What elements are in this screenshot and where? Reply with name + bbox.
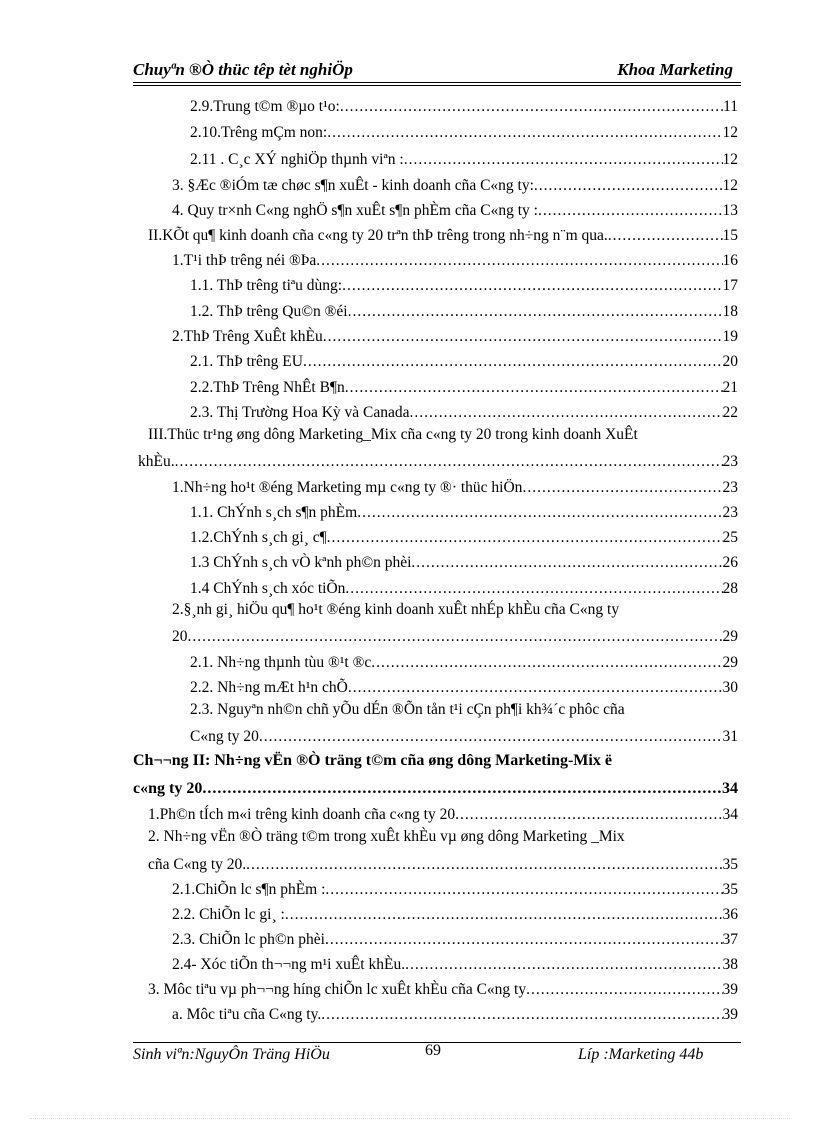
toc-entry-title: 2.3. Thị Trường Hoa Kỳ và Canada [190,404,410,421]
toc-entry [190,650,738,672]
toc-entry-title: 2.2. ChiÕn lc gi¸ : [172,906,285,923]
toc-entry [190,500,738,522]
toc-entry [172,1002,738,1024]
toc-entry-title: II.KÕt qu¶ kinh doanh cña c«ng ty 20 trªn thÞ trêng trong nh÷ng n¨m qua. [148,227,608,244]
toc-entry-title: 3. §Æc ®iÓm tæ chøc s¶n xuÊt - kinh doanh cña C«ng ty: [172,177,534,194]
toc-entry-page: 34 [722,780,738,797]
toc-entry-title: 2.11 . C¸c XÝ nghiÖp thµnh viªn : [190,151,404,168]
toc-entry [190,299,738,321]
toc-entry [190,724,738,746]
toc-entry [172,173,738,195]
toc-entry [190,147,738,169]
toc-entry-title: 4. Quy tr×nh C«ng nghÖ s¶n xuÊt s¶n phÈm cña C«ng ty : [172,202,538,219]
toc-entry-title: 2.1.ChiÕn lc s¶n phÈm : [172,881,326,898]
toc-entry-page: 21 [722,379,738,396]
toc-entry-page: 23 [722,479,738,496]
toc-entry [148,977,738,999]
toc-entry-page: 36 [722,906,738,923]
toc-entry-title: 2.4- Xóc tiÕn th¬¬ng m¹i xuÊt khÈu. [172,956,406,973]
toc-entry-title: 2.3. Nguyªn nh©n chñ yÕu dÉn ®Õn tån t¹i cÇn ph¶i kh¾´c phôc cña [190,701,625,718]
toc-entry-page: 19 [722,328,738,345]
toc-entry [172,198,738,220]
toc-entry-page: 22 [722,404,738,421]
toc-entry-page: 28 [722,580,738,597]
toc-entry-page: 39 [722,1006,738,1023]
toc-entry [148,223,738,245]
toc-entry [138,449,738,471]
header-divider-secondary [133,85,741,86]
footer-class: Líp :Marketing 44b [578,1046,704,1063]
header-title: Chuyªn ®Ò thüc têp tèt nghiÖp [133,60,353,79]
toc-entry [172,927,738,949]
toc-entry [172,475,738,497]
toc-entry-title: 1.Ph©n tÍch m«i trêng kinh doanh cña c«ng ty 20 [148,806,456,823]
toc-entry [172,877,738,899]
toc-entry [172,324,738,346]
toc-entry-title: 2.9.Trung t©m ®µo t¹o: [190,98,340,115]
toc-entry-page: 15 [722,227,738,244]
toc-entry [190,675,738,697]
toc-entry-page: 31 [722,728,738,745]
toc-entry-title: 2.2.ThÞ Trêng NhÊt B¶n [190,379,345,396]
toc-entry-title: 1.3 ChÝnh s¸ch vÒ kªnh ph©n phèi [190,554,412,571]
toc-entry [190,349,738,371]
toc-entry-page: 35 [722,881,738,898]
toc-entry-title: 3. Môc tiªu vµ ph¬¬ng híng chiÕn lc xuÊt khÈu cña C«ng ty [148,981,527,998]
toc-entry-title: 1.2.ChÝnh s¸ch gi¸ c¶ [190,529,327,546]
toc-entry-title: 2. Nh÷ng vËn ®Ò träng t©m trong xuÊt khÈu vµ øng dông Marketing _Mix [148,828,625,845]
page-number: 69 [425,1042,441,1059]
chapter-title: Ch¬¬ng II: Nh÷ng vËn ®Ò träng t©m cña øng dông Marketing-Mix ë [133,752,612,769]
toc-entry [190,120,738,142]
toc-entry-page: 17 [722,277,738,294]
toc-entry [190,525,738,547]
toc-entry-page: 26 [722,554,738,571]
header-divider [133,82,741,83]
toc-entry-title: 2.10.Trêng mÇm non: [190,124,328,141]
toc-entry-title: 2.§¸nh gi¸ hiÖu qu¶ ho¹t ®éng kinh doanh xuÊt nhÉp khÈu cña C«ng ty [172,601,620,618]
toc-entry-continuation: cña C«ng ty 20. [148,856,247,873]
toc-entry-page: 37 [722,931,738,948]
header-department: Khoa Marketing [617,60,733,79]
toc-entry-page: 30 [722,679,738,696]
toc-entry-page: 29 [722,654,738,671]
toc-entry-page: 18 [722,303,738,320]
toc-entry-page: 13 [722,202,738,219]
toc-entry-title: a. Môc tiªu cña C«ng ty. [172,1006,322,1023]
toc-entry [190,273,738,295]
toc-entry [190,94,738,116]
page-bottom-edge [30,1118,790,1119]
toc-entry [190,550,738,572]
toc-entry-title: 1.1. ChÝnh s¸ch s¶n phÈm [190,504,358,521]
toc-entry [148,852,738,874]
toc-entry-page: 12 [722,151,738,168]
toc-entry [172,624,738,646]
toc-entry-title: 1.4 ChÝnh s¸ch xóc tiÕn [190,580,346,597]
page-header [133,58,737,84]
toc-entry-page: 12 [722,177,738,194]
footer-author: Sinh viªn:NguyÔn Träng HiÖu [133,1046,330,1063]
toc-entry-title: 2.2. Nh÷ng mÆt h¹n chÕ [190,679,348,696]
toc-entry-page: 23 [722,504,738,521]
toc-entry [172,902,738,924]
toc-entry-page: 11 [723,98,738,115]
toc-entry-page: 29 [722,628,738,645]
toc-entry [190,400,738,422]
toc-entry-title: 1.1. ThÞ trêng tiªu dùng: [190,277,343,294]
toc-entry-page: 35 [722,856,738,873]
toc-entry [190,375,738,397]
toc-entry [172,248,738,270]
toc-entry-title: 1.Nh÷ng ho¹t ®éng Marketing mµ c«ng ty ®· thüc hiÖn [172,479,523,496]
toc-entry-page: 20 [722,353,738,370]
toc-entry-continuation: khÈu. [138,453,175,470]
toc-entry [172,952,738,974]
toc-entry-title: 1.2. ThÞ trêng Qu©n ®éi [190,303,348,320]
toc-entry-title: 2.3. ChiÕn lc ph©n phèi [172,931,325,948]
toc-entry-page: 12 [722,124,738,141]
toc-entry-continuation: 20 [172,628,188,645]
toc-entry [133,776,738,798]
toc-entry-title: 2.1. Nh÷ng thµnh tùu ®¹t ®c [190,654,372,671]
toc-entry-title: 2.1. ThÞ trêng EU [190,353,303,370]
toc-entry-continuation: c«ng ty 20 [133,780,203,797]
toc-entry-title: 1.T¹i thÞ trêng néi ®Þa [172,252,317,269]
toc-entry-page: 25 [722,529,738,546]
toc-entry-page: 16 [722,252,738,269]
toc-entry-page: 23 [722,453,738,470]
toc-entry-page: 34 [722,806,738,823]
toc-entry-title: 2.ThÞ Trêng XuÊt khÈu [172,328,323,345]
toc-entry-page: 38 [722,956,738,973]
toc-entry-title: III.Thüc tr¹ng øng dông Marketing_Mix cña c«ng ty 20 trong kinh doanh XuÊt [148,426,638,443]
toc-entry [190,576,738,598]
toc-entry-continuation: C«ng ty 20 [190,728,259,745]
toc-entry [148,802,738,824]
toc-entry-page: 39 [722,981,738,998]
